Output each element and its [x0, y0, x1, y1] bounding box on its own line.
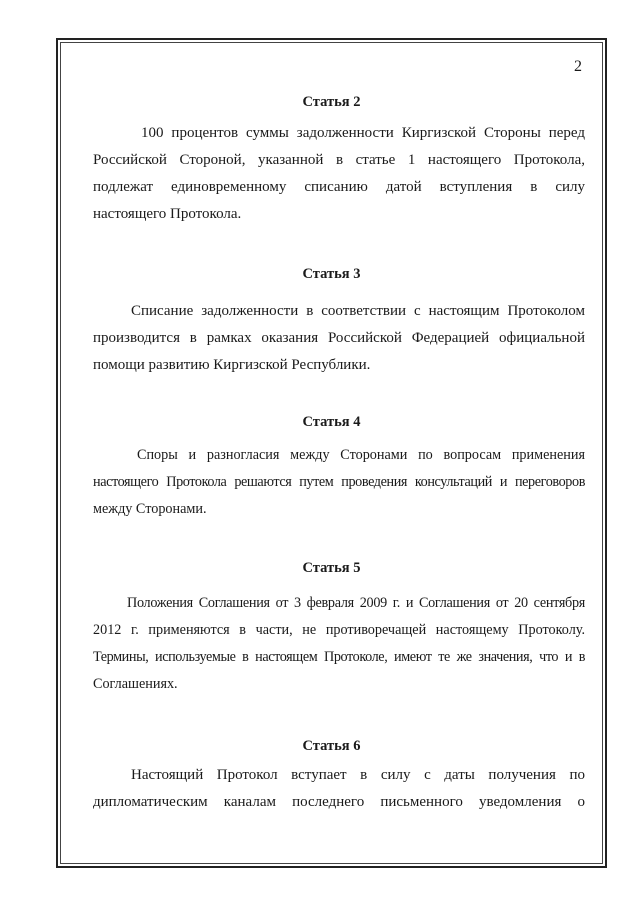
article-5-line: Соглашениях.	[93, 676, 178, 692]
article-5-heading: Статья 5	[302, 560, 361, 576]
page-number: 2	[574, 58, 582, 75]
article-2-line: 100 процентов суммы задолженности Киргизской Стороны перед	[141, 125, 585, 141]
article-3-line: Списание задолженности в соответствии с настоящим Протоколом	[131, 303, 585, 319]
article-4-line: между Сторонами.	[93, 501, 207, 517]
article-5-line: 2012 г. применяются в части, не противоречащей настоящему Протоколу.	[93, 622, 585, 638]
article-5-text	[93, 590, 585, 698]
article-3-line: производится в рамках оказания Российской Федерацией официальной	[93, 330, 585, 346]
article-2-line: Российской Стороной, указанной в статье 1 настоящего Протокола,	[93, 152, 585, 168]
article-6-line: дипломатическим каналам последнего письменного уведомления о	[93, 794, 585, 810]
article-4-heading: Статья 4	[302, 414, 361, 430]
article-3-text	[93, 298, 585, 379]
article-5-line: Термины, используемые в настоящем Протоколе, имеют те же значения, что и в	[93, 649, 585, 665]
article-2-line: подлежат единовременному списанию датой вступления в силу	[93, 179, 585, 195]
article-6-text	[93, 762, 585, 816]
article-4-line: Споры и разногласия между Сторонами по вопросам применения	[137, 447, 585, 463]
article-4-text	[93, 442, 585, 523]
article-5-line: Положения Соглашения от 3 февраля 2009 г. и Соглашения от 20 сентября	[127, 595, 585, 611]
article-3-line: помощи развитию Киргизской Республики.	[93, 357, 371, 373]
article-2-heading: Статья 2	[302, 94, 361, 110]
article-2-line: настоящего Протокола.	[93, 206, 242, 222]
article-4-line: настоящего Протокола решаются путем проведения консультаций и переговоров	[93, 474, 585, 490]
article-6-heading: Статья 6	[302, 738, 361, 754]
article-3-heading: Статья 3	[302, 266, 361, 282]
article-6-line: Настоящий Протокол вступает в силу с даты получения по	[131, 767, 585, 783]
article-2-text	[93, 120, 585, 228]
